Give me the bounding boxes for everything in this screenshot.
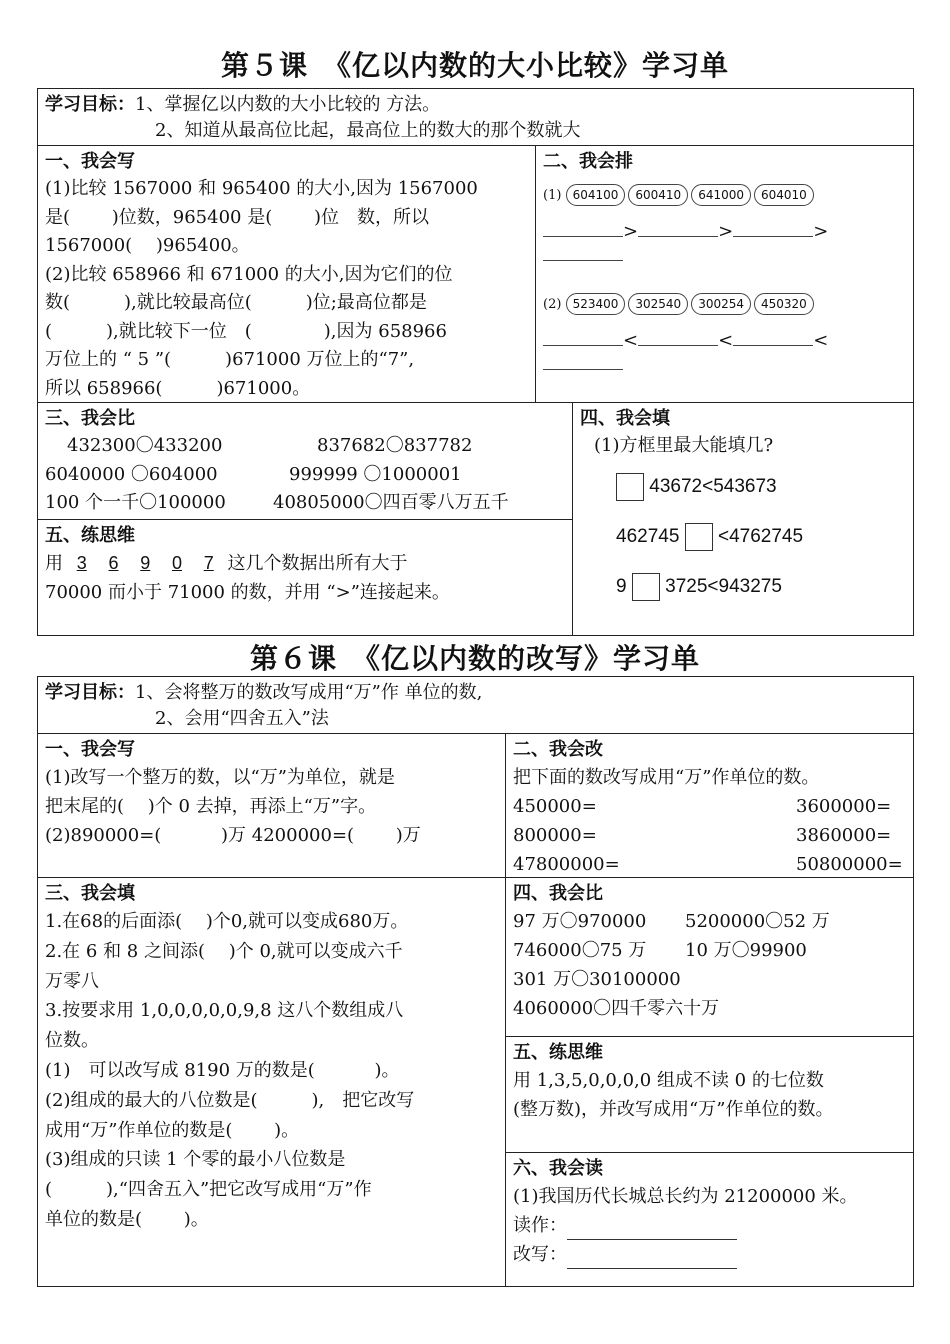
number-cloud: 604010 xyxy=(754,184,814,206)
text-line: 1567000( )965400。 xyxy=(45,235,250,256)
text-line: (整万数)，并改写成用“万”作单位的数。 xyxy=(513,1099,834,1120)
goal-2: 2、知道从最高位比起，最高位上的数大的那个数就大 xyxy=(155,120,581,141)
compare-row xyxy=(45,461,564,490)
goal-label: 学习目标： xyxy=(45,682,135,703)
text-line: (1) 可以改写成 8190 万的数是( )。 xyxy=(45,1059,400,1081)
fill-row-3 xyxy=(580,572,906,602)
number-cloud: 450320 xyxy=(754,293,814,315)
compare-row xyxy=(45,432,564,461)
text-line: ( ),“四舍五入”把它改写成用“万”作 xyxy=(45,1179,372,1201)
section-heading: 三、我会比 xyxy=(45,408,135,429)
text-line: 3.按要求用 1,0,0,0,0,0,9,8 这八个数组成八 xyxy=(45,1000,404,1022)
write-row xyxy=(513,1240,906,1269)
order-q1 xyxy=(543,181,906,210)
text-line: (1)比较 1567000 和 965400 的大小,因为 1567000 xyxy=(45,178,478,199)
thinking-line-2: 70000 而小于 71000 的数，并用 “>”连接起来。 xyxy=(45,581,450,603)
answer-lines-1 xyxy=(543,220,906,268)
rewrite-row xyxy=(513,821,906,850)
digit: 7 xyxy=(203,553,214,573)
lesson5-section-thinking xyxy=(37,519,572,636)
section-heading: 五、练思维 xyxy=(513,1042,603,1063)
text-line: 2.在 6 和 8 之间添( )个 0,就可以变成六千 xyxy=(45,940,403,962)
text-line: 万零八 xyxy=(45,970,99,992)
text-line: (2)比较 658966 和 671000 的大小,因为它们的位 xyxy=(45,263,453,285)
number-cloud: 604100 xyxy=(566,184,626,206)
answer-blank[interactable] xyxy=(733,236,813,237)
fill-row-2 xyxy=(580,522,906,552)
section-heading: 四、我会填 xyxy=(580,408,670,429)
fill-text: 3725<943275 xyxy=(665,576,782,597)
answer-box[interactable] xyxy=(685,523,713,551)
compare-row xyxy=(513,936,906,965)
rewrite-intro: 把下面的数改写成用“万”作单位的数。 xyxy=(513,767,820,788)
thinking-line-1 xyxy=(45,549,564,579)
compare-item: 10 万〇99900 xyxy=(685,940,807,961)
goal-1: 1、会将整万的数改写成用“万”作 单位的数, xyxy=(135,682,483,703)
sign: < xyxy=(623,330,639,351)
compare-item: 4060000〇四千零六十万 xyxy=(513,998,720,1019)
section-heading: 六、我会读 xyxy=(513,1158,603,1179)
text: 用 xyxy=(45,553,63,574)
sign: > xyxy=(718,221,734,242)
text-line: (3)组成的只读 1 个零的最小八位数是 xyxy=(45,1149,346,1171)
fill-text: 43672<543673 xyxy=(649,476,777,497)
lesson5-section-fill xyxy=(572,402,914,636)
fill-text: <4762745 xyxy=(717,526,804,547)
compare-item: 5200000〇52 万 xyxy=(685,911,830,932)
section-heading: 四、我会比 xyxy=(513,883,603,904)
answer-blank[interactable] xyxy=(733,345,813,346)
section-heading: 三、我会填 xyxy=(45,883,135,904)
number-cloud: 302540 xyxy=(628,293,688,315)
rewrite-item: 800000= xyxy=(513,825,597,846)
text-line: (1)改写一个整万的数，以“万”为单位，就是 xyxy=(45,767,395,788)
lesson5-section-compare xyxy=(37,402,572,519)
lesson5-title: 第５课 《亿以内数的大小比较》学习单 xyxy=(220,49,729,82)
goal-label: 学习目标： xyxy=(45,94,135,115)
section-heading: 二、我会排 xyxy=(543,151,633,172)
rewrite-row xyxy=(513,792,906,821)
section-heading: 一、我会写 xyxy=(45,151,135,172)
digit: 6 xyxy=(108,553,119,573)
compare-item: 746000〇75 万 xyxy=(513,940,647,961)
answer-blank[interactable] xyxy=(543,236,623,237)
text-line: 是( )位数，965400 是( )位 数，所以 xyxy=(45,206,429,228)
text: 这几个数据出所有大于 xyxy=(227,553,408,574)
section-heading: 一、我会写 xyxy=(45,739,135,760)
goal-1: 1、掌握亿以内数的大小比较的 方法。 xyxy=(135,94,441,115)
rewrite-item: 450000= xyxy=(513,796,597,817)
compare-row xyxy=(45,489,564,518)
text-line: 成用“万”作单位的数是( )。 xyxy=(45,1119,300,1141)
read-answer-line[interactable] xyxy=(567,1219,737,1240)
rewrite-row xyxy=(513,850,906,879)
write-answer-line[interactable] xyxy=(567,1248,737,1269)
write-label: 改写： xyxy=(513,1244,567,1265)
lesson5-goals xyxy=(37,88,914,145)
answer-box[interactable] xyxy=(616,473,644,501)
answer-blank[interactable] xyxy=(543,345,623,346)
text-line: 万位上的 “ 5 ”( )671000 万位上的“7”, xyxy=(45,349,415,370)
answer-lines-2 xyxy=(543,329,906,377)
answer-blank[interactable] xyxy=(638,236,718,237)
number-cloud: 523400 xyxy=(566,293,626,315)
compare-item: 6040000 〇604000 xyxy=(45,463,218,485)
compare-item: 432300〇433200 xyxy=(67,435,223,456)
q-label: (1) xyxy=(543,188,562,203)
answer-blank[interactable] xyxy=(543,260,623,261)
digit: 9 xyxy=(140,553,151,573)
lesson5-section-write xyxy=(37,145,535,402)
sign: > xyxy=(623,221,639,242)
text-line: 把末尾的( )个 0 去掉，再添上“万”字。 xyxy=(45,796,377,817)
number-cloud: 600410 xyxy=(628,184,688,206)
compare-item: 40805000〇四百零八万五千 xyxy=(273,492,509,513)
compare-item: 100 个一千〇100000 xyxy=(45,492,226,513)
read-row xyxy=(513,1211,906,1240)
sign: < xyxy=(813,330,829,351)
text-line: (2)组成的最大的八位数是( ), 把它改写 xyxy=(45,1089,415,1111)
q-label: (2) xyxy=(543,297,562,312)
goal-2: 2、会用“四舍五入”法 xyxy=(155,708,329,729)
digit: 0 xyxy=(171,553,182,573)
lesson6-title: 第６课 《亿以内数的改写》学习单 xyxy=(249,642,700,675)
rewrite-item: 47800000= xyxy=(513,854,620,875)
rewrite-item: 50800000= xyxy=(796,854,903,875)
text-line: 数( ),就比较最高位( )位;最高位都是 xyxy=(45,292,427,313)
text-line: 单位的数是( )。 xyxy=(45,1208,209,1230)
text-line: 用 1,3,5,0,0,0,0 组成不读 0 的七位数 xyxy=(513,1070,824,1091)
fill-row-1 xyxy=(580,472,906,502)
number-cloud: 300254 xyxy=(691,293,751,315)
compare-item: 837682〇837782 xyxy=(317,435,473,456)
lesson6-section-thinking xyxy=(505,1036,914,1152)
number-cloud: 641000 xyxy=(691,184,751,206)
fill-text: 9 xyxy=(616,576,627,597)
sign: < xyxy=(718,330,734,351)
lesson6-section-fill xyxy=(37,877,505,1287)
lesson6-section-read xyxy=(505,1152,914,1287)
lesson5-section-order xyxy=(535,145,914,402)
lesson6-section-rewrite xyxy=(505,733,914,877)
read-question: (1)我国历代长城总长约为 21200000 米。 xyxy=(513,1186,858,1207)
answer-blank[interactable] xyxy=(543,369,623,370)
text-line: 所以 658966( )671000。 xyxy=(45,377,311,399)
fill-text: 462745 xyxy=(616,526,680,547)
text-line: 1.在68的后面添( )个0,就可以变成680万。 xyxy=(45,911,409,932)
digit: 3 xyxy=(76,553,87,573)
section-heading: 五、练思维 xyxy=(45,525,135,546)
text-line: ( ),就比较下一位 ( ),因为 658966 xyxy=(45,320,447,342)
order-q2 xyxy=(543,290,906,319)
compare-row xyxy=(513,907,906,936)
answer-box[interactable] xyxy=(632,573,660,601)
rewrite-item: 3860000= xyxy=(796,825,892,846)
rewrite-item: 3600000= xyxy=(796,796,892,817)
read-label: 读作： xyxy=(513,1215,567,1236)
compare-item: 999999 〇1000001 xyxy=(289,463,462,485)
fill-question: (1)方框里最大能填几? xyxy=(594,435,774,456)
text-line: 位数。 xyxy=(45,1030,99,1052)
compare-item: 97 万〇970000 xyxy=(513,911,647,932)
text-line: (2)890000=( )万 4200000=( )万 xyxy=(45,825,421,846)
answer-blank[interactable] xyxy=(638,345,718,346)
lesson6-section-write xyxy=(37,733,505,877)
section-heading: 二、我会改 xyxy=(513,739,603,760)
lesson6-goals xyxy=(37,676,914,733)
compare-item: 301 万〇30100000 xyxy=(513,969,681,990)
sign: > xyxy=(813,221,829,242)
lesson6-section-compare xyxy=(505,877,914,1036)
